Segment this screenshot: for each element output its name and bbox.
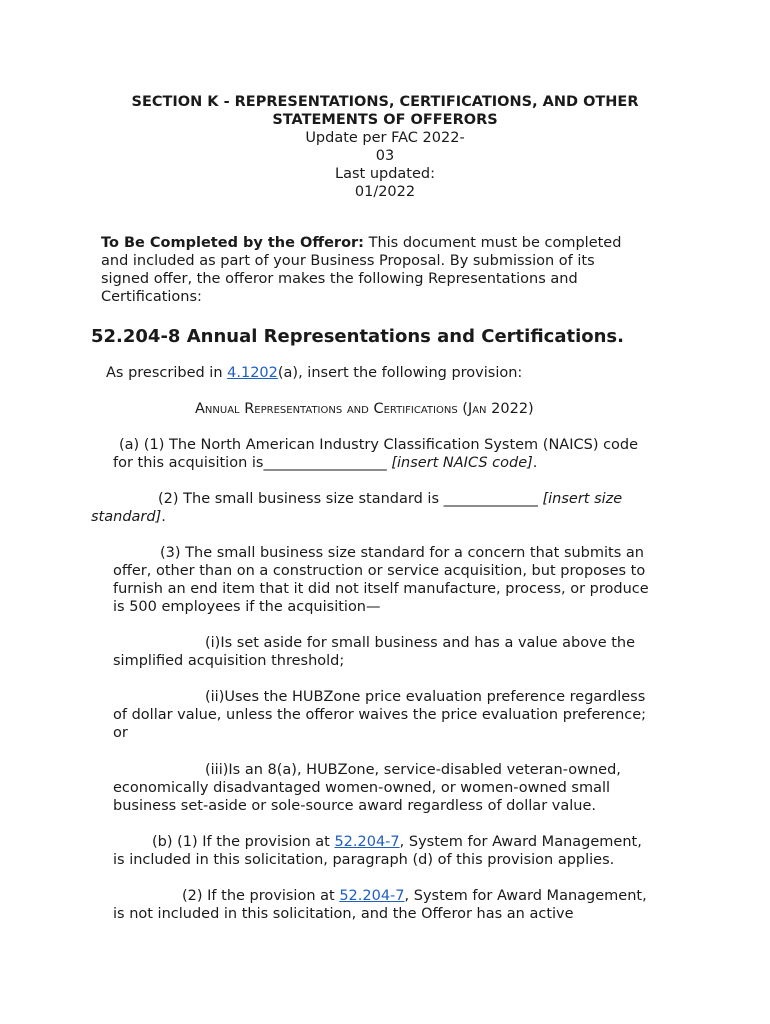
update-line1: Update per FAC 2022- [305,130,465,146]
para-a3-line2: offer, other than on a construction or service acquisition, but proposes to [113,563,646,579]
intro-line1 [101,234,621,252]
para-a2-line1 [158,490,622,508]
intro-bold-lead: To Be Completed by the Offeror: [101,235,364,251]
para-b1-line1 [152,833,642,851]
para-b2-line1 [182,887,647,905]
para-iii-line1: (iii)Is an 8(a), HUBZone, service-disabled veteran-owned, [205,762,621,778]
para-a1-line1: (a) (1) The North American Industry Classification System (NAICS) code [119,437,639,453]
para-a1-line2-post: . [532,455,538,471]
last-updated-label: Last updated: [335,166,435,182]
size-standard-placeholder-start: [insert size [542,491,623,507]
prescribed-after: (a), insert the following provision: [277,365,523,381]
prescribed-line [106,364,522,382]
update-line2: 03 [375,148,395,164]
para-b1-pre: (b) (1) If the provision at [152,834,335,850]
intro-line2: and included as part of your Business Proposal. By submission of its [101,253,595,269]
para-iii-line3: business set-aside or sole-source award regardless of dollar value. [113,798,596,814]
para-a1-line2-pre: for this acquisition is_________________ [113,455,392,471]
far-52-204-7-link-2[interactable]: 52.204-7 [339,888,405,904]
intro-line4: Certifications: [101,289,202,305]
para-i-line2: simplified acquisition threshold; [113,653,345,669]
para-a2-line2-post: . [161,509,166,525]
para-ii-line2: of dollar value, unless the offeror waives the price evaluation preference; [113,707,647,723]
provision-title: Annual Representations and Certifications (Jan 2022) [195,401,534,417]
para-a3-line3: furnish an end item that it did not itself manufacture, process, or produce [113,581,649,597]
para-a2-line2 [91,508,166,526]
section-heading: 52.204-8 Annual Representations and Certifications. [91,326,624,347]
prescribed-before: As prescribed in [106,365,228,381]
para-b1-post: , System for Award Management, [399,834,642,850]
para-b2-post: , System for Award Management, [404,888,647,904]
section-title-line2: STATEMENTS OF OFFERORS [272,112,498,128]
para-b1-line2: is included in this solicitation, paragraph (d) of this provision applies. [113,852,615,868]
para-b2-pre: (2) If the provision at [182,888,340,904]
para-a1-line2 [113,454,537,472]
para-i-line1: (i)Is set aside for small business and has a value above the [205,635,636,651]
para-a2-line1-pre: (2) The small business size standard is _____________ [158,491,543,507]
para-a3-line4: is 500 employees if the acquisition— [113,599,381,615]
last-updated-date: 01/2022 [354,184,416,200]
intro-line1-rest: This document must be completed [363,235,622,251]
para-ii-line1: (ii)Uses the HUBZone price evaluation preference regardless [205,689,646,705]
intro-line3: signed offer, the offeror makes the following Representations and [101,271,578,287]
far-52-204-7-link[interactable]: 52.204-7 [334,834,400,850]
naics-placeholder: [insert NAICS code] [391,455,533,471]
para-a3-line1: (3) The small business size standard for a concern that submits an [160,545,644,561]
para-ii-line3: or [113,725,128,741]
para-iii-line2: economically disadvantaged women-owned, or women-owned small [113,780,611,796]
far-4-1202-link[interactable]: 4.1202 [227,365,278,381]
para-b2-line2: is not included in this solicitation, and the Offeror has an active [113,906,574,922]
section-title-line1: SECTION K - REPRESENTATIONS, CERTIFICATIONS, AND OTHER [131,94,639,110]
size-standard-placeholder-end: standard] [91,509,162,525]
